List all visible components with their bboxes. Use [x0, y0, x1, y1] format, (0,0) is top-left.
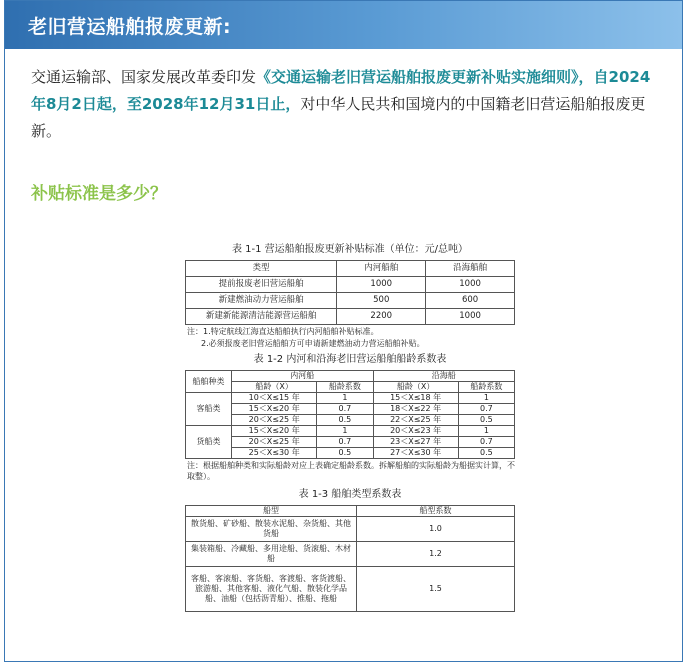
- table-cell: 18＜X≤22 年: [373, 404, 458, 415]
- table-header-cell: 沿海船: [373, 371, 515, 382]
- table-row: [186, 309, 515, 325]
- table1-subsidy-standard: [185, 260, 515, 325]
- table-cell: 散货船、矿砂船、散装水泥船、杂货船、其他货船: [186, 517, 357, 542]
- table-cell: 新建新能源清洁能源营运船舶: [186, 309, 337, 325]
- header-title: 老旧营运船舶报废更新:: [28, 16, 232, 38]
- table-row: [186, 517, 515, 542]
- table-cell: 1: [317, 393, 373, 404]
- table-row: [186, 448, 515, 459]
- table2-age-coefficients: [185, 370, 515, 459]
- intro-prefix: 交通运输部、国家发展改革委印发: [31, 68, 257, 86]
- table-cell: 20＜X≤25 年: [232, 437, 317, 448]
- intro-paragraph: [31, 64, 661, 145]
- table-group-cell: 客船类: [186, 393, 232, 426]
- table-cell: 1000: [426, 277, 515, 293]
- intro-highlight: 《交通运输老旧营运船舶报废更新补贴实施细则》，自2024年8月2日起，至2028年12月31日止，: [31, 68, 651, 113]
- table-row: [186, 277, 515, 293]
- table-cell: 600: [426, 293, 515, 309]
- table1-note: 注：1.特定航线江海直达船舶执行内河船舶补贴标准。: [187, 327, 379, 336]
- table-header-cell: 船舶种类: [186, 371, 232, 393]
- table-header-row: [186, 382, 515, 393]
- table-header-row: [186, 371, 515, 382]
- table-header-cell: 船龄（X）: [373, 382, 458, 393]
- table-header-cell: 内河船舶: [337, 261, 426, 277]
- article-card: [4, 0, 683, 662]
- table-header-cell: 船型系数: [357, 506, 515, 517]
- header-bar: [5, 1, 682, 49]
- table-cell: 1.5: [357, 567, 515, 612]
- table-cell: 20＜X≤25 年: [232, 415, 317, 426]
- table-cell: 0.7: [458, 404, 514, 415]
- table-cell: 23＜X≤27 年: [373, 437, 458, 448]
- table3-caption: 表 1-3 船舶类型系数表: [298, 489, 402, 500]
- table-cell: 0.7: [458, 437, 514, 448]
- table1-caption: 表 1-1 营运船舶报废更新补贴标准（单位：元/总吨）: [231, 244, 469, 255]
- table-row: [186, 293, 515, 309]
- table-row: [186, 415, 515, 426]
- table-cell: 1: [458, 426, 514, 437]
- table-group-cell: 货船类: [186, 426, 232, 459]
- table-cell: 500: [337, 293, 426, 309]
- table-header-row: [186, 261, 515, 277]
- table-cell: 2200: [337, 309, 426, 325]
- table-cell: 25＜X≤30 年: [232, 448, 317, 459]
- table-header-cell: 船龄（X）: [232, 382, 317, 393]
- table-cell: 1.2: [357, 542, 515, 567]
- table-row: [186, 393, 515, 404]
- table-cell: 1000: [337, 277, 426, 293]
- table-cell: 0.7: [317, 437, 373, 448]
- table3-type-coefficients: [185, 505, 515, 612]
- table2-caption: 表 1-2 内河和沿海老旧营运船舶船龄系数表: [253, 354, 447, 365]
- table-header-cell: 类型: [186, 261, 337, 277]
- table-cell: 22＜X≤25 年: [373, 415, 458, 426]
- table-cell: 客船、客滚船、客货船、客渡船、客货渡船、旅游船、其他客船、液化气船、散装化学品船、油船（包括沥青船）、推船、拖船: [186, 567, 357, 612]
- table-cell: 20＜X≤23 年: [373, 426, 458, 437]
- table-cell: 15＜X≤18 年: [373, 393, 458, 404]
- table-header-cell: 内河船: [232, 371, 373, 382]
- table-cell: 15＜X≤20 年: [232, 404, 317, 415]
- table-cell: 15＜X≤20 年: [232, 426, 317, 437]
- table-row: [186, 567, 515, 612]
- table-cell: 集装箱船、冷藏船、多用途船、货滚船、木材船: [186, 542, 357, 567]
- section-subheading: 补贴标准是多少？: [31, 184, 167, 204]
- table-header-cell: 船型: [186, 506, 357, 517]
- table-row: [186, 404, 515, 415]
- table-cell: 0.7: [317, 404, 373, 415]
- table-cell: 0.5: [317, 448, 373, 459]
- table1-note: 2.必须报废老旧营运船舶方可申请新建燃油动力营运船舶补贴。: [201, 339, 425, 348]
- table-header-row: [186, 506, 515, 517]
- table-cell: 提前报废老旧营运船舶: [186, 277, 337, 293]
- table-header-cell: 船龄系数: [458, 382, 514, 393]
- table-row: [186, 426, 515, 437]
- table-cell: 0.5: [458, 448, 514, 459]
- table-cell: 27＜X≤30 年: [373, 448, 458, 459]
- table-cell: 1000: [426, 309, 515, 325]
- table-cell: 1.0: [357, 517, 515, 542]
- table-cell: 1: [317, 426, 373, 437]
- table-row: [186, 542, 515, 567]
- table-cell: 0.5: [458, 415, 514, 426]
- table2-note: 注：根据船舶种类和实际船龄对应上表确定船龄系数。拆解船舶的实际船龄为船据实计算，不取整）。: [187, 461, 515, 481]
- intro-suffix: 对中华人民共和国境内的中国籍老旧营运船舶报废更新。: [31, 95, 646, 140]
- table-cell: 1: [458, 393, 514, 404]
- table-row: [186, 437, 515, 448]
- table-cell: 新建燃油动力营运船舶: [186, 293, 337, 309]
- table-header-cell: 沿海船舶: [426, 261, 515, 277]
- table-cell: 0.5: [317, 415, 373, 426]
- subsidy-document-image: [185, 241, 515, 612]
- table-header-cell: 船龄系数: [317, 382, 373, 393]
- table-cell: 10＜X≤15 年: [232, 393, 317, 404]
